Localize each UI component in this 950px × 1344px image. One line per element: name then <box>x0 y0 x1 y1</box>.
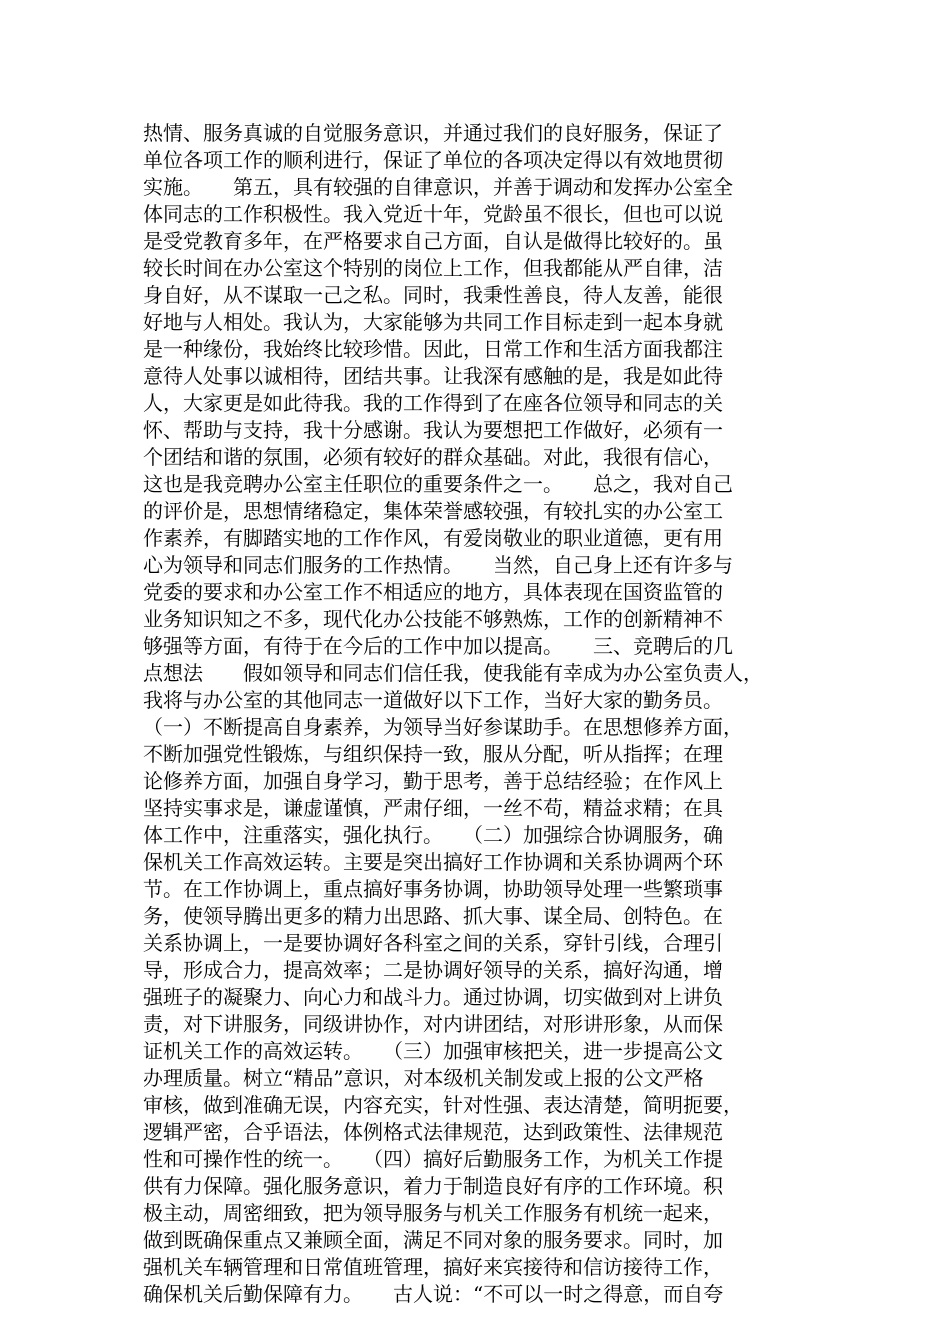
text-line: 怀、帮助与支持，我十分感谢。我认为要想把工作做好，必须有一 <box>143 418 723 442</box>
text-line: 供有力保障。强化服务意识，着力于制造良好有序的工作环境。积 <box>143 1174 723 1198</box>
text-line: 极主动，周密细致，把为领导服务与机关工作服务有机统一起来， <box>143 1201 723 1225</box>
text-line: 关系协调上，一是要协调好各科室之间的关系，穿针引线，合理引 <box>143 931 723 955</box>
text-line: 审核，做到准确无误，内容充实，针对性强、表达清楚，简明扼要， <box>143 1093 743 1117</box>
text-line: 性和可操作性的统一。 （四）搞好后勤服务工作，为机关工作提 <box>143 1147 723 1171</box>
text-line: 办理质量。树立“精品”意识，对本级机关制发或上报的公文严格 <box>143 1066 704 1090</box>
text-line: 作素养，有脚踏实地的工作作风，有爱岗敬业的职业道德，更有用 <box>143 526 723 550</box>
text-line: 导，形成合力，提高效率；二是协调好领导的关系，搞好沟通，增 <box>143 958 723 982</box>
text-line: 不断加强党性锻炼，与组织保持一致，服从分配，听从指挥；在理 <box>143 742 723 766</box>
text-line: 热情、服务真诚的自觉服务意识，并通过我们的良好服务，保证了 <box>143 121 723 145</box>
text-line: 身自好，从不谋取一己之私。同时，我秉性善良，待人友善，能很 <box>143 283 723 307</box>
text-line: 较长时间在办公室这个特别的岗位上工作，但我都能从严自律，洁 <box>143 256 723 280</box>
text-line: 业务知识知之不多，现代化办公技能不够熟炼，工作的创新精神不 <box>143 607 723 631</box>
text-line: 体同志的工作积极性。我入党近十年，党龄虽不很长，但也可以说 <box>143 202 723 226</box>
text-line: 是受党教育多年，在严格要求自己方面，自认是做得比较好的。虽 <box>143 229 723 253</box>
text-line: 好地与人相处。我认为，大家能够为共同工作目标走到一起本身就 <box>143 310 723 334</box>
text-line: 坚持实事求是，谦虚谨慎，严肃仔细，一丝不苟，精益求精；在具 <box>143 796 723 820</box>
text-line: 实施。 第五，具有较强的自律意识，并善于调动和发挥办公室全 <box>143 175 733 199</box>
text-line: 务，使领导腾出更多的精力出思路、抓大事、谋全局、创特色。在 <box>143 904 723 928</box>
text-line: （一）不断提高自身素养，为领导当好参谋助手。在思想修养方面， <box>143 715 743 739</box>
text-line: 保机关工作高效运转。主要是突出搞好工作协调和关系协调两个环 <box>143 850 723 874</box>
text-line: 强机关车辆管理和日常值班管理，搞好来宾接待和信访接待工作， <box>143 1255 723 1279</box>
text-line: 够强等方面，有待于在今后的工作中加以提高。 三、竞聘后的几 <box>143 634 733 658</box>
text-line: 确保机关后勤保障有力。 古人说：“不可以一时之得意，而自夸 <box>143 1282 724 1306</box>
text-line: 人，大家更是如此待我。我的工作得到了在座各位领导和同志的关 <box>143 391 723 415</box>
text-line: 心为领导和同志们服务的工作热情。 当然，自己身上还有许多与 <box>143 553 733 577</box>
text-line: 是一种缘份，我始终比较珍惜。因此，日常工作和生活方面我都注 <box>143 337 723 361</box>
text-line: 论修养方面，加强自身学习，勤于思考，善于总结经验；在作风上 <box>143 769 723 793</box>
text-line: 责，对下讲服务，同级讲协作，对内讲团结，对形讲形象，从而保 <box>143 1012 723 1036</box>
body-text <box>143 120 813 1308</box>
text-line: 点想法 假如领导和同志们信任我，使我能有幸成为办公室负责人， <box>143 661 763 685</box>
text-line: 强班子的凝聚力、向心力和战斗力。通过协调，切实做到对上讲负 <box>143 985 723 1009</box>
text-line: 这也是我竞聘办公室主任职位的重要条件之一。 总之，我对自己 <box>143 472 733 496</box>
text-line: 党委的要求和办公室工作不相适应的地方，具体表现在国资监管的 <box>143 580 723 604</box>
text-line: 体工作中，注重落实，强化执行。 （二）加强综合协调服务，确 <box>143 823 723 847</box>
text-line: 逻辑严密，合乎语法，体例格式法律规范，达到政策性、法律规范 <box>143 1120 723 1144</box>
text-line: 单位各项工作的顺利进行，保证了单位的各项决定得以有效地贯彻 <box>143 148 723 172</box>
text-line: 证机关工作的高效运转。 （三）加强审核把关，进一步提高公文 <box>143 1039 723 1063</box>
text-line: 个团结和谐的氛围，必须有较好的群众基础。对此，我很有信心， <box>143 445 723 469</box>
text-line: 节。在工作协调上，重点搞好事务协调，协助领导处理一些繁琐事 <box>143 877 723 901</box>
text-line: 做到既确保重点又兼顾全面，满足不同对象的服务要求。同时，加 <box>143 1228 723 1252</box>
text-line: 我将与办公室的其他同志一道做好以下工作，当好大家的勤务员。 <box>143 688 723 712</box>
text-line: 的评价是，思想情绪稳定，集体荣誉感较强，有较扎实的办公室工 <box>143 499 723 523</box>
text-line: 意待人处事以诚相待，团结共事。让我深有感触的是，我是如此待 <box>143 364 723 388</box>
